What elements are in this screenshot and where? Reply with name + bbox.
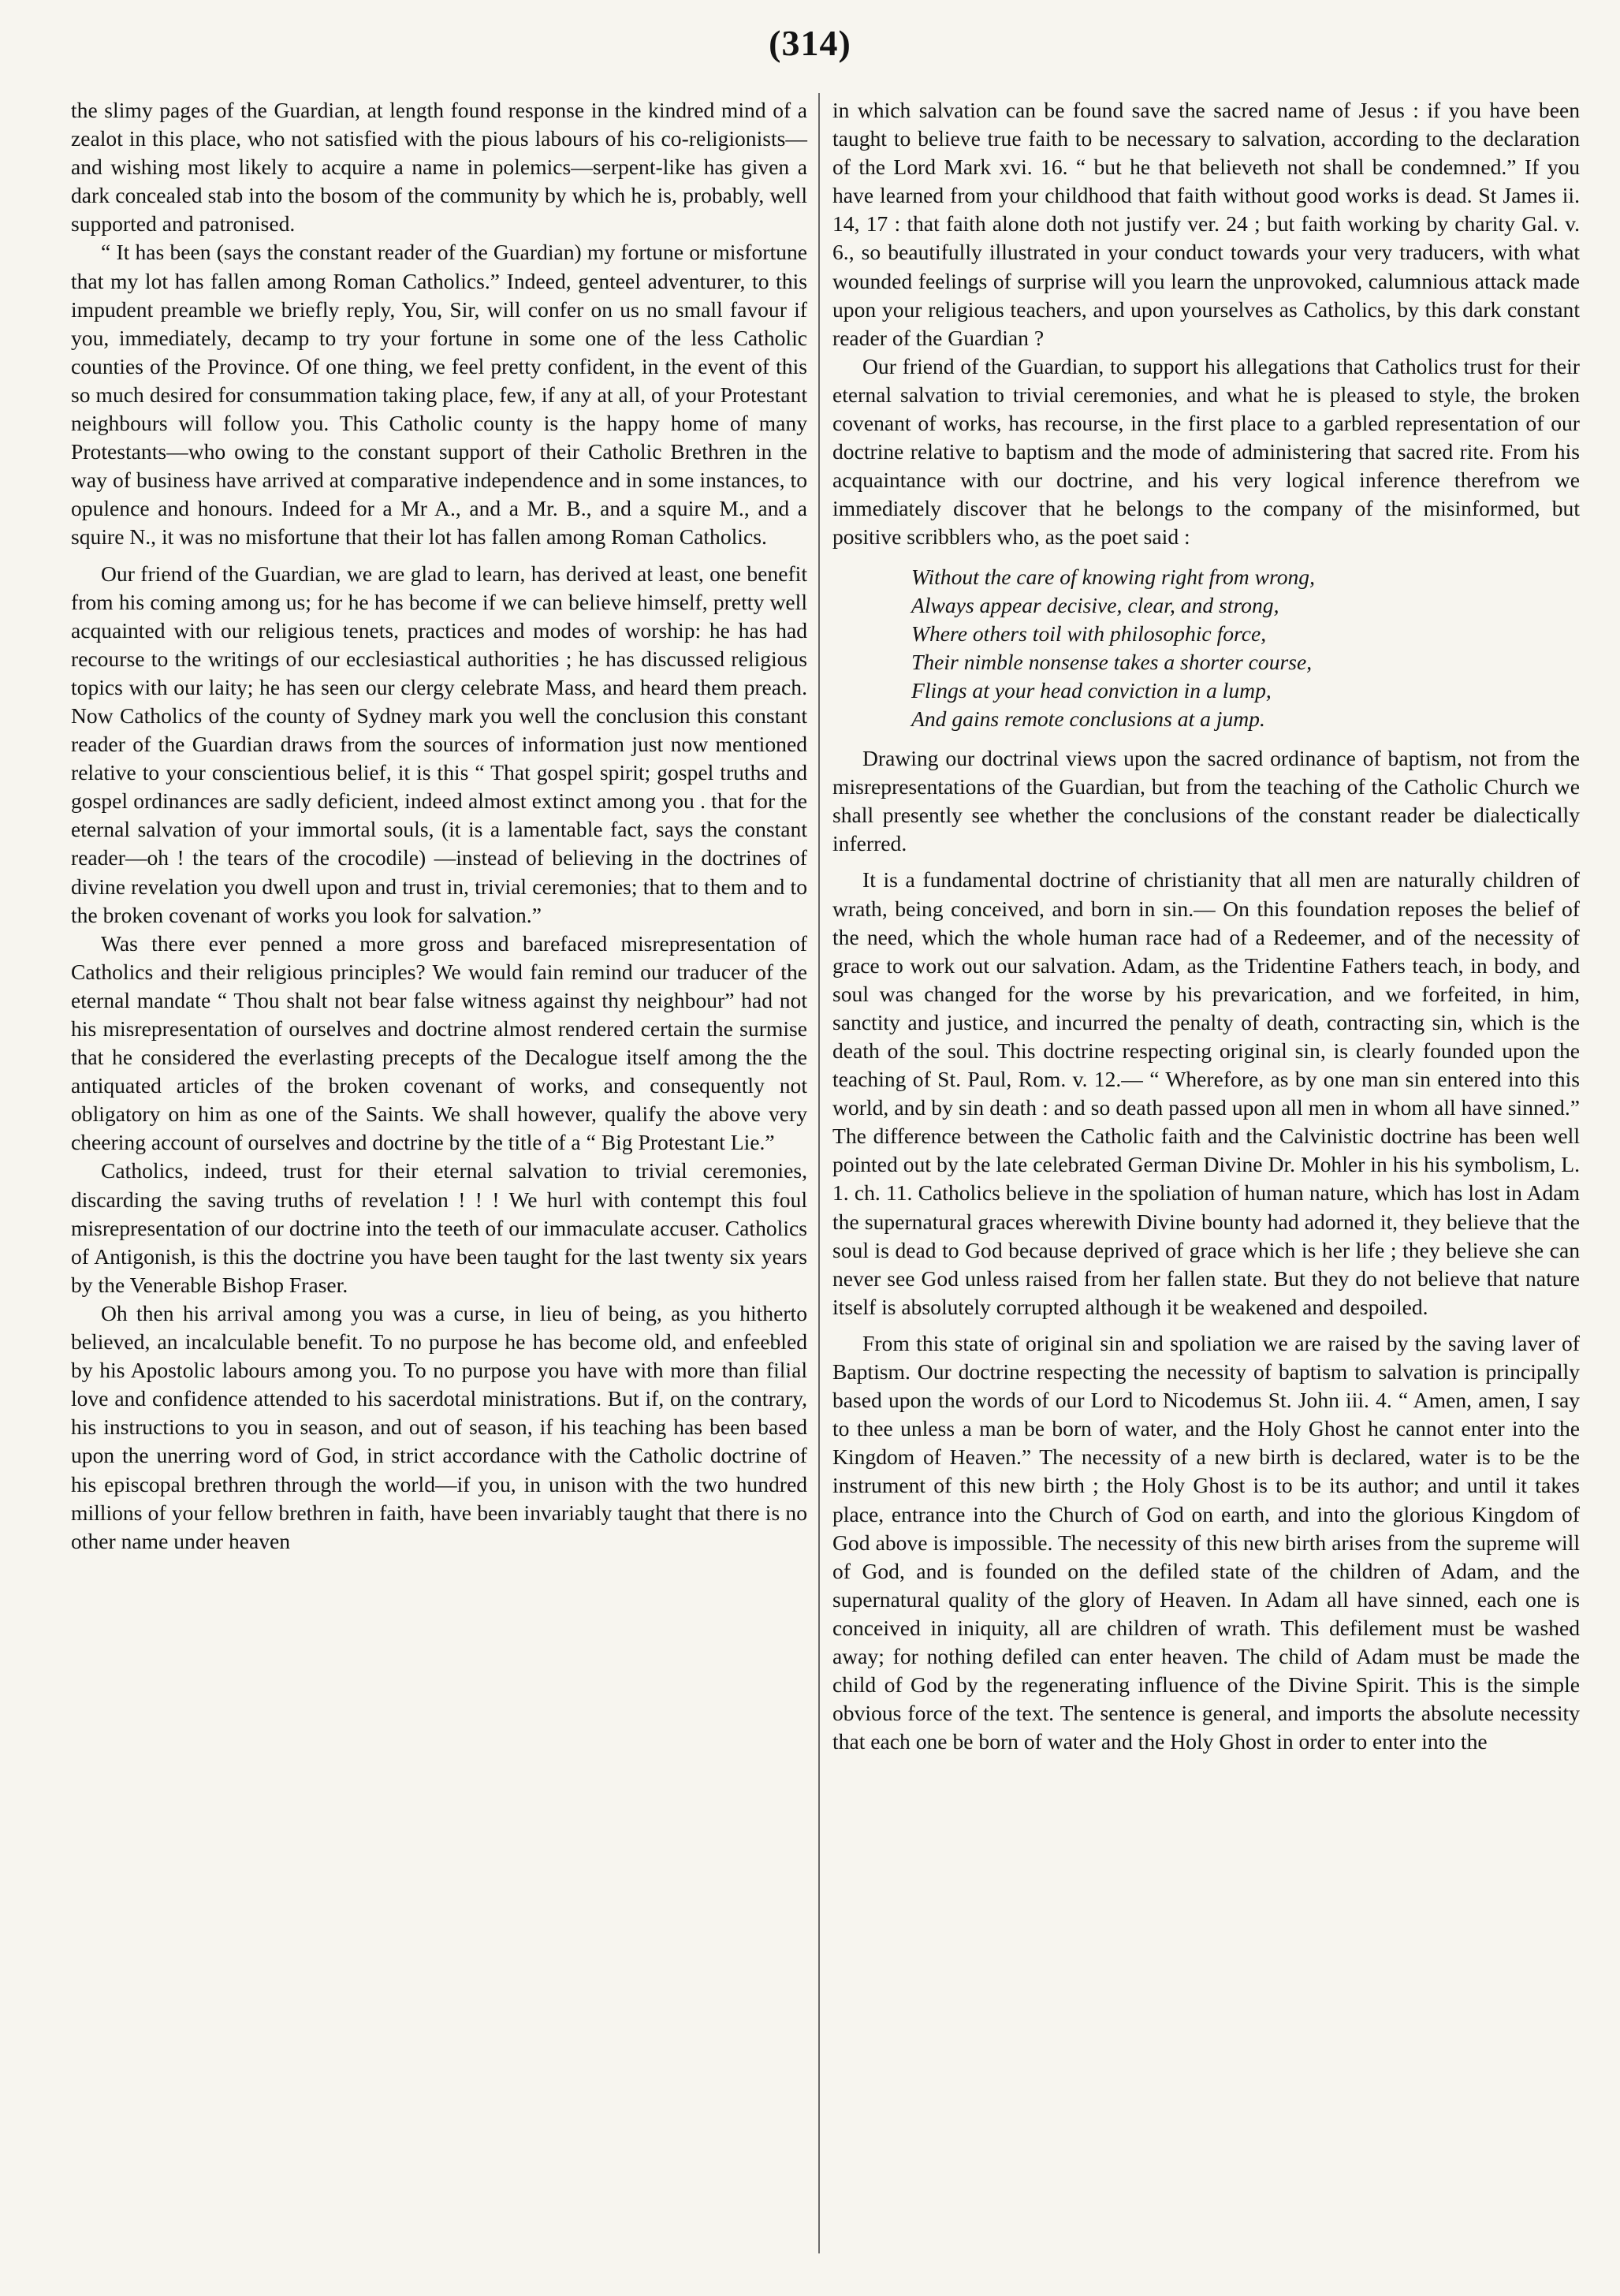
paragraph: Oh then his arrival among you was a curse, in lieu of being, as you hitherto believed, an incalculable benefit. To no purpose he has become old, and enfeebled by his Apostolic labours among you. To no purpose you have with more than filial love and confidence attended to his sacerdotal ministrations. But if, on the contrary, his instructions to you in season, and out of season, if his teaching has been based upon the unerring word of God, in strict accordance with the Catholic doctrine of his episcopal brethren through the world—if you, in unison with the two hundred millions of your fellow brethren in faith, have been invariably taught that there is no other name under heaven [71, 1300, 807, 1553]
verse-line: Their nimble nonsense takes a shorter course, [911, 649, 1313, 674]
paragraph: From this state of original sin and spoliation we are raised by the saving laver of Baptism. Our doctrine respecting the necessity of baptism to salvation is principally based upon the words of our Lord to Nicodemus St. John iii. 4. “ Amen, amen, I say to thee unless a man be born of water, and the Holy Ghost he cannot enter into the Kingdom of Heaven.” The necessity of a new birth is declared, water is to be the instrument of this new birth ; the Holy Ghost is to be its author; and until it takes place, entrance into the Church of God on earth, and into the glorious Kingdom of God above is impossible. The necessity of this new birth arises from the supreme will of God, and is founded on the defiled state of the children of Adam, and the supernatural quality of the glory of Heaven. In Adam all have sinned, each one is conceived in iniquity, all are children of wrath. This defilement must be washed away; for nothing defiled can enter heaven. The child of Adam must be made the child of God by the regenerating influence of the Divine Spirit. This is the simple obvious force of the text. The sentence is general, and imports the absolute necessity that each one be born of water and the Holy Ghost in order to enter into the [832, 1330, 1580, 1754]
paragraph: Catholics, indeed, trust for their eternal salvation to trivial ceremonies, discarding the saving truths of revelation ! ! ! We hurl with contempt this foul misrepresentation of our doctrine into the teeth of our immaculate accuser. Catholics of Antigonish, is this the doctrine you have been taught for the last twenty six years by the Venerable Bishop Fraser. [71, 1158, 807, 1297]
poem-quote [911, 563, 1580, 734]
verse-line: Without the care of knowing right from wrong, [911, 564, 1316, 589]
paragraph: in which salvation can be found save the sacred name of Jesus : if you have been taught to believe true faith to be necessary to salvation, according to the declaration of the Lord Mark xvi. 16. “ but he that believeth not shall be condemned.” If you have learned from your childhood that faith without good works is dead. St James ii. 14, 17 : that faith alone doth not justify ver. 24 ; but faith working by charity Gal. v. 6., so beautifully illustrated in your conduct towards your very traducers, with what wounded feelings of surprise will you learn the unprovoked, calumnious attack made upon your religious teachers, and upon yourselves as Catholics, by this dark constant reader of the Guardian ? [832, 98, 1580, 350]
right-column [832, 96, 1580, 1756]
paragraph: It is a fundamental doctrine of christianity that all men are naturally children of wrath, being conceived, and born in sin.— On this foundation reposes the belief of the need, which the whole human race had of a Redeemer, and of the necessity of grace to work out our salvation. Adam, as the Tridentine Fathers teach, in body, and soul was changed for the worse by his prevarication, and we forfeited, in him, sanctity and justice, and incurred the penalty of death, contracting sin, which is the death of the soul. This doctrine respecting original sin, is clearly founded upon the teaching of St. Paul, Rom. v. 12.— “ Wherefore, as by one man sin entered into this world, and by sin death : and so death passed upon all men in whom all have sinned.” The difference between the Catholic faith and the Calvinistic doctrine has been well pointed out by the late celebrated German Divine Dr. Mohler in his his symbolism, L. 1. ch. 11. Catholics believe in the spoliation of human nature, which has lost in Adam the supernatural graces wherewith Divine bounty had adorned it, they believe that the soul is dead to God because deprived of grace which is her life ; they believe she can never see God unless raised from her fallen state. But they do not believe that nature itself is absolutely corrupted although it be weakened and despoiled. [832, 867, 1580, 1319]
page-number: (314) [769, 23, 851, 63]
column-divider [818, 93, 820, 2253]
verse-line: Flings at your head conviction in a lump, [911, 677, 1272, 703]
paragraph: “ It has been (says the constant reader of the Guardian) my fortune or misfortune that my lot has fallen among Roman Catholics.” Indeed, genteel adventurer, to this impudent preamble we briefly reply, You, Sir, will confer on us no small favour if you, immediately, decamp to try your fortune in some one of the less Catholic counties of the Province. Of one thing, we feel pretty confident, in the event of this so much desired for consummation taking place, few, if any at all, of your Protestant neighbours will follow you. This Catholic county is the happy home of many Protestants—who owing to the constant support of their Catholic Brethren in the way of business have arrived at comparative independence and in some instances, to opulence and honours. Indeed for a Mr A., and a Mr. B., and a squire M., and a squire N., it was no misfortune that their lot has fallen among Roman Catholics. [71, 240, 807, 550]
verse-line: And gains remote conclusions at a jump. [911, 706, 1265, 731]
paragraph: Our friend of the Guardian, to support his allegations that Catholics trust for their eternal salvation to trivial ceremonies, and what he is pleased to style, the broken covenant of works, has recourse, in the first place to a garbled representation of our doctrine relative to baptism and the mode of administering that sacred rite. From his acquaintance with our doctrine, and his very logical inference therefrom we immediately discover that he belongs to the company of the misinformed, but positive scribblers who, as the poet said : [832, 353, 1580, 550]
verse-line: Always appear decisive, clear, and strong, [911, 592, 1279, 617]
paragraph: the slimy pages of the Guardian, at length found response in the kindred mind of a zealot in this place, who not satisfied with the pious labours of his co-religionists—and wishing most likely to acquire a name in polemics—serpent-like has given a dark concealed stab into the bosom of the community by which he is, probably, well supported and patronised. [71, 98, 807, 237]
paragraph: Was there ever penned a more gross and barefaced misrepresentation of Catholics and their religious principles? We would fain remind our traducer of the eternal mandate “ Thou shalt not bear false witness against thy neighbour” had not his misrepresentation of ourselves and doctrine almost rendered certain the surmise that he considered the everlasting precepts of the Decalogue itself among the the antiquated articles of the broken covenant of works, and consequently not obligatory on him as one of the Saints. We shall however, qualify the above very cheering account of ourselves and doctrine by the title of a “ Big Protestant Lie.” [71, 930, 807, 1155]
paragraph: Our friend of the Guardian, we are glad to learn, has derived at least, one benefit from his coming among us; for he has become if we can believe himself, pretty well acquainted with our religious tenets, practices and modes of worship: he has had recourse to the writings of our ecclesiastical authorities ; he has discussed religious topics with our laity; he has seen our clergy celebrate Mass, and heard them preach. Now Catholics of the county of Sydney mark you well the conclusion this constant reader of the Guardian draws from the sources of information just now mentioned relative to your conscientious belief, it is this “ That gospel spirit; gospel truths and gospel ordinances are sadly deficient, indeed almost extinct among you . that for the eternal salvation of your immortal souls, (it is a lamentable fact, says the constant reader—oh ! the tears of the crocodile) —instead of believing in the doctrines of divine revelation you dwell upon and trust in, trivial ceremonies; that to them and to the broken covenant of works you look for salvation.” [71, 561, 807, 927]
left-column [71, 96, 807, 1556]
paragraph: Drawing our doctrinal views upon the sacred ordinance of baptism, not from the misrepresentations of the Guardian, but from the teaching of the Catholic Church we shall presently see whether the conclusions of the constant reader be dialectically inferred. [832, 746, 1580, 856]
verse-line: Where others toil with philosophic force, [911, 621, 1267, 646]
